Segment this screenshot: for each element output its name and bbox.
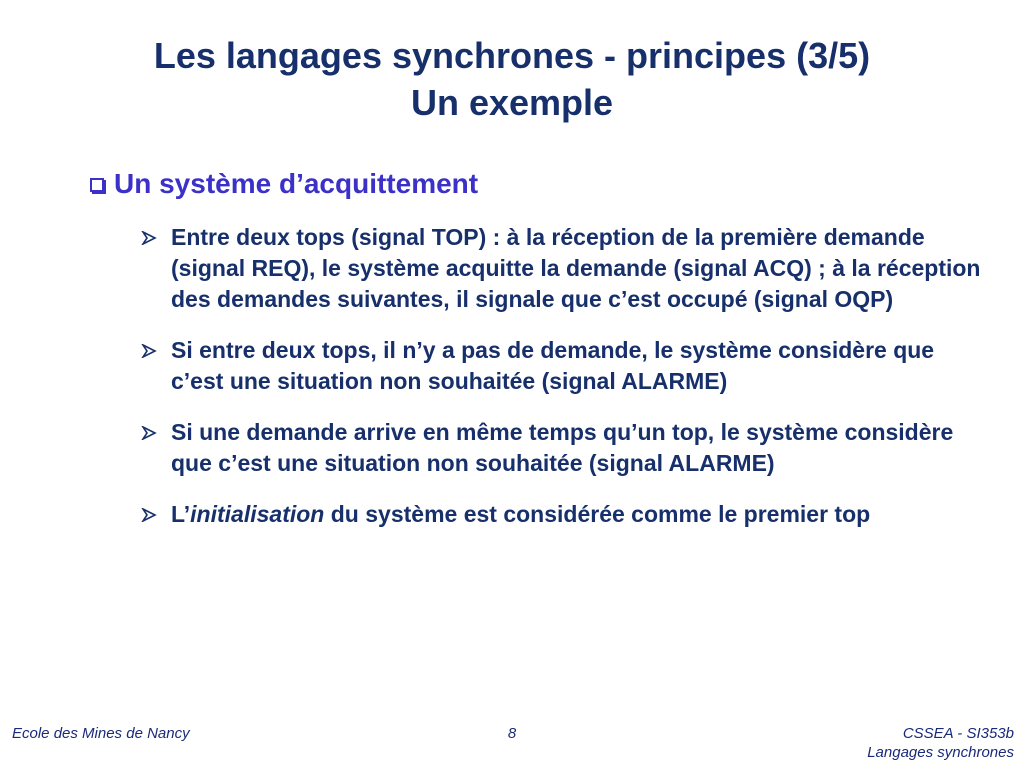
checkbox-bullet-icon [90,178,104,192]
arrow-bullet-icon [141,231,157,245]
bullet-text-emphasis: initialisation [190,501,325,527]
bullet-text: Si une demande arrive en même temps qu’un top, le système considère que c’est une situation non souhaitée (signal ALARME) [171,419,954,476]
bullet-text: Si entre deux tops, il n’y a pas de demande, le système considère que c’est une situation non souhaitée (signal ALARME) [171,337,935,394]
bullet-text: Entre deux tops (signal TOP) : à la réception de la première demande (signal REQ), le système acquitte la demande (signal ACQ) ; à la réception des demandes suivantes, il signale que c’est occupé (signal OQP) [171,224,981,312]
bullet-text-suffix: du système est considérée comme le premier top [324,501,871,527]
bullet-item-2 [141,335,981,397]
arrow-bullet-icon [141,426,157,440]
slide-title [0,32,1024,126]
bullet-list [141,222,981,550]
slide-title-line1: Les langages synchrones - principes (3/5) [153,35,871,76]
slide-title-line2: Un exemple [410,82,614,123]
section-heading [90,166,478,202]
section-heading-text: Un système d’acquittement [114,168,479,199]
footer-page-number: 8 [507,725,517,742]
footer-course-name: Langages synchrones [867,744,1014,761]
bullet-text-prefix: L’ [171,501,191,527]
arrow-bullet-icon [141,508,157,522]
footer-course [867,724,1014,762]
footer-school: Ecole des Mines de Nancy [12,725,190,742]
bullet-item-1 [141,222,981,315]
bullet-item-4 [141,499,981,530]
bullet-item-3 [141,417,981,479]
footer-course-code: CSSEA - SI353b [902,725,1014,742]
arrow-bullet-icon [141,344,157,358]
